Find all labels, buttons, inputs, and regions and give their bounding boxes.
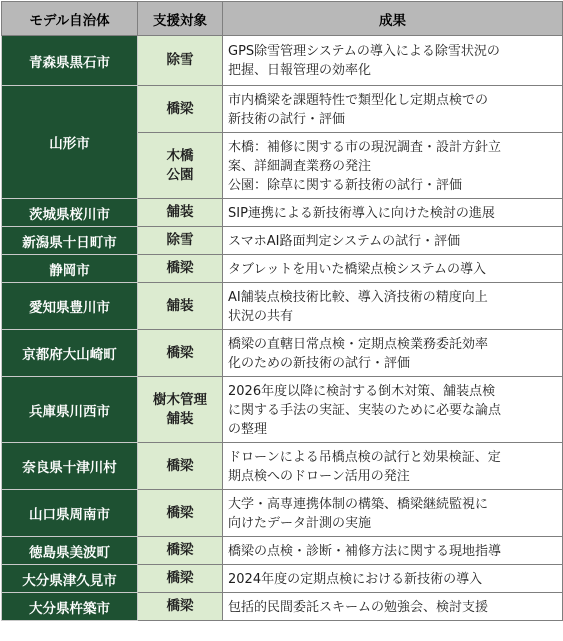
table-row — [2, 593, 563, 621]
result-cell: スマホAI路面判定システムの試行・評価 — [223, 227, 563, 255]
result-cell: 2026年度以降に検討する倒木対策、舗装点検 に関する手法の実証、実装のために必要な論点 の整理 — [223, 377, 563, 443]
header-target: 支援対象 — [138, 2, 223, 36]
result-cell: 市内橋梁を課題特性で類型化し定期点検での 新技術の試行・評価 — [223, 86, 563, 133]
target-cell: 橋梁 — [138, 565, 223, 593]
target-cell: 樹木管理 舗装 — [138, 377, 223, 443]
result-cell: 大学・高専連携体制の構築、橋梁継続監視に 向けたデータ計測の実施 — [223, 490, 563, 537]
city-cell: 茨城県桜川市 — [2, 199, 138, 227]
result-cell: AI舗装点検技術比較、導入済技術の精度向上 状況の共有 — [223, 283, 563, 330]
city-cell: 奈良県十津川村 — [2, 443, 138, 490]
table-row — [2, 199, 563, 227]
city-cell: 京都府大山崎町 — [2, 330, 138, 377]
header-result: 成果 — [223, 2, 563, 36]
target-cell: 橋梁 — [138, 490, 223, 537]
table-row — [2, 86, 563, 133]
header-city: モデル自治体 — [2, 2, 138, 36]
result-cell: 2024年度の定期点検における新技術の導入 — [223, 565, 563, 593]
target-cell: 橋梁 — [138, 593, 223, 621]
result-cell: 包括的民間委託スキームの勉強会、検討支援 — [223, 593, 563, 621]
target-cell: 舗装 — [138, 283, 223, 330]
city-cell: 山形市 — [2, 86, 138, 199]
table-row — [2, 255, 563, 283]
target-cell: 舗装 — [138, 199, 223, 227]
target-cell: 橋梁 — [138, 537, 223, 565]
result-cell: GPS除雪管理システムの導入による除雪状況の 把握、日報管理の効率化 — [223, 36, 563, 86]
result-cell: 橋梁の点検・診断・補修方法に関する現地指導 — [223, 537, 563, 565]
target-cell: 橋梁 — [138, 443, 223, 490]
city-cell: 大分県津久見市 — [2, 565, 138, 593]
city-cell: 愛知県豊川市 — [2, 283, 138, 330]
target-cell: 除雪 — [138, 36, 223, 86]
header-row — [2, 2, 563, 36]
result-cell: SIP連携による新技術導入に向けた検討の進展 — [223, 199, 563, 227]
result-cell: 橋梁の直轄日常点検・定期点検業務委託効率 化のための新技術の試行・評価 — [223, 330, 563, 377]
table-row — [2, 283, 563, 330]
table-row — [2, 537, 563, 565]
city-cell: 大分県杵築市 — [2, 593, 138, 621]
table-row — [2, 443, 563, 490]
city-cell: 静岡市 — [2, 255, 138, 283]
city-cell: 兵庫県川西市 — [2, 377, 138, 443]
city-cell: 青森県黒石市 — [2, 36, 138, 86]
target-cell: 橋梁 — [138, 255, 223, 283]
city-cell: 新潟県十日町市 — [2, 227, 138, 255]
table-row — [2, 490, 563, 537]
city-cell: 徳島県美波町 — [2, 537, 138, 565]
model-municipality-table — [1, 1, 563, 621]
table-row — [2, 565, 563, 593]
table-row — [2, 377, 563, 443]
table-row — [2, 227, 563, 255]
target-cell: 橋梁 — [138, 86, 223, 133]
result-cell: ドローンによる吊橋点検の試行と効果検証、定 期点検へのドローン活用の発注 — [223, 443, 563, 490]
table-row — [2, 36, 563, 86]
target-cell: 木橋 公園 — [138, 133, 223, 199]
table-row — [2, 330, 563, 377]
target-cell: 除雪 — [138, 227, 223, 255]
result-cell: タブレットを用いた橋梁点検システムの導入 — [223, 255, 563, 283]
city-cell: 山口県周南市 — [2, 490, 138, 537]
target-cell: 橋梁 — [138, 330, 223, 377]
result-cell: 木橋：補修に関する市の現況調査・設計方針立 案、詳細調査業務の発注 公園：除草に関する新技術の試行・評価 — [223, 133, 563, 199]
